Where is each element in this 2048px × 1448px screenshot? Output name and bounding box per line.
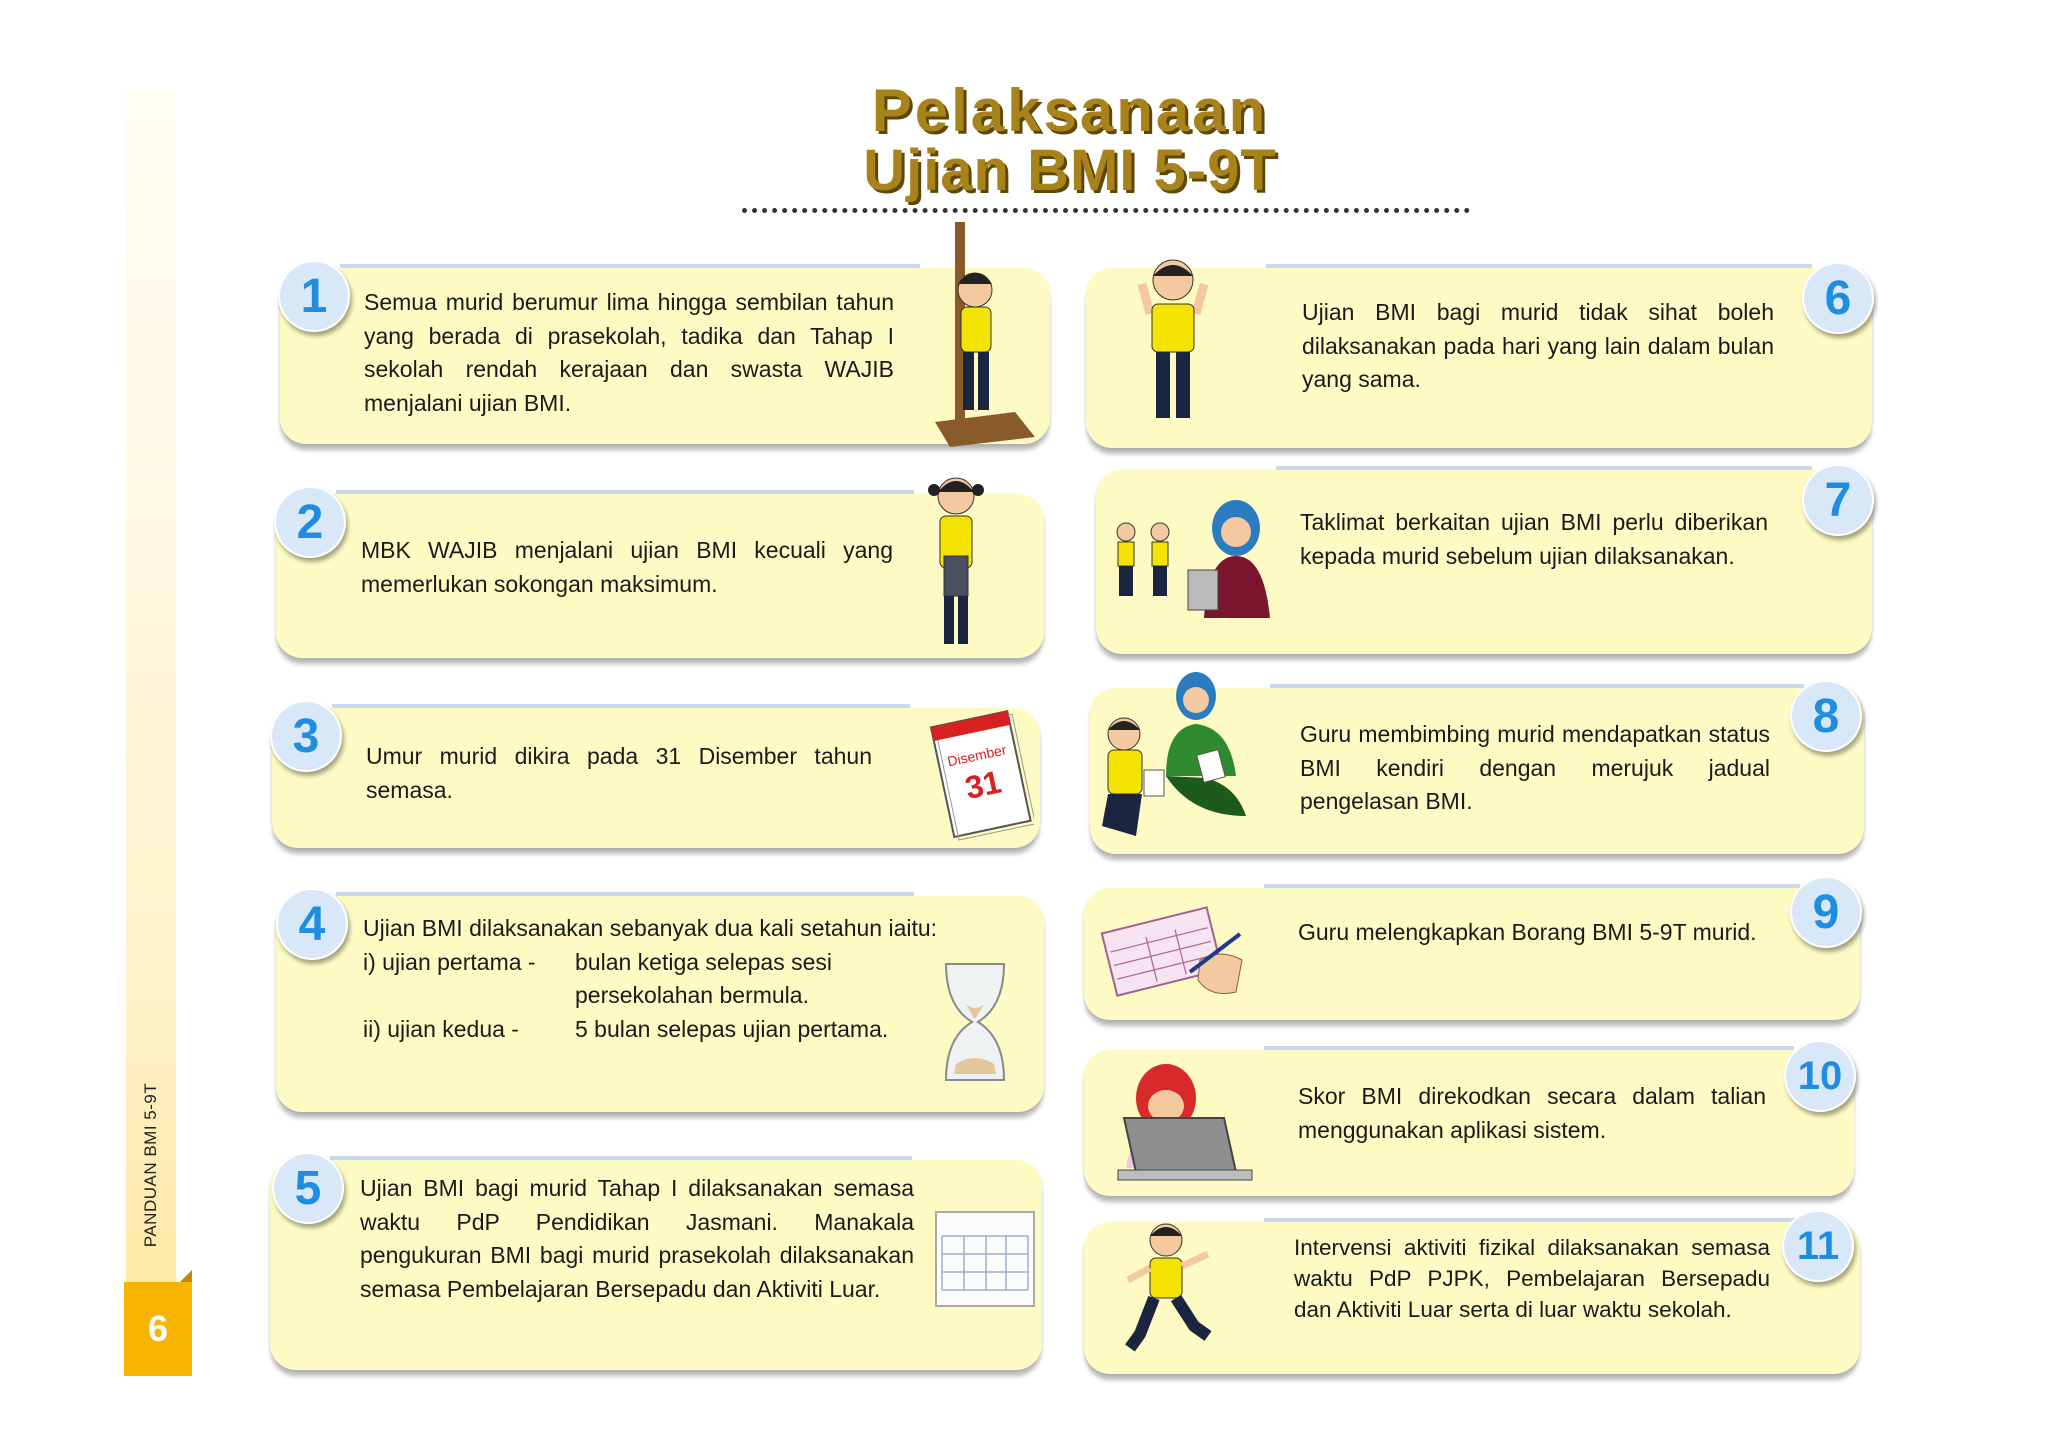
girl-illustration bbox=[916, 470, 996, 660]
step-4-row-2: ii) ujian kedua - 5 bulan selepas ujian pertama. bbox=[363, 1015, 889, 1042]
teacher-briefing-illustration bbox=[1112, 498, 1280, 618]
calendar-month: Disember bbox=[945, 741, 1008, 770]
step-text-10: Skor BMI direkodkan secara dalam talian menggunakan aplikasi sistem. bbox=[1298, 1083, 1766, 1143]
step-text-6: Ujian BMI bagi murid tidak sihat boleh dilaksanakan pada hari yang lain dalam bulan yang sama. bbox=[1302, 299, 1774, 392]
title-line-2: Ujian BMI 5-9T bbox=[863, 138, 1277, 204]
step-badge-4: 4 bbox=[276, 888, 348, 960]
child-height-scale-illustration bbox=[925, 222, 1045, 450]
step-badge-5: 5 bbox=[272, 1152, 344, 1224]
page-title bbox=[790, 77, 1350, 204]
page-number: 6 bbox=[124, 1282, 192, 1376]
step-badge-9: 9 bbox=[1790, 876, 1862, 948]
title-line-1: Pelaksanaan bbox=[871, 77, 1269, 144]
step-badge-11: 11 bbox=[1782, 1210, 1854, 1282]
step-badge-8: 8 bbox=[1790, 680, 1862, 752]
laptop-user-illustration bbox=[1106, 1058, 1254, 1184]
step-badge-2: 2 bbox=[274, 486, 346, 558]
calendar-day: 31 bbox=[961, 763, 1005, 807]
step-text-4 bbox=[363, 912, 945, 1046]
table-sheet-illustration bbox=[934, 1210, 1036, 1310]
step-text-8: Guru membimbing murid mendapatkan status BMI kendiri dengan merujuk jadual pengelasan BMI. bbox=[1300, 721, 1770, 814]
step-4-row-1: i) ujian pertama - bulan ketiga selepas sesi bbox=[363, 948, 832, 975]
side-label: PANDUAN BMI 5-9T bbox=[141, 1082, 160, 1248]
hourglass-icon bbox=[940, 960, 1010, 1084]
running-child-illustration bbox=[1120, 1218, 1220, 1364]
title-divider bbox=[742, 208, 1470, 213]
step-text-5: Ujian BMI bagi murid Tahap I dilaksanakan semasa waktu PdP Pendidikan Jasmani. Manakala pengukuran BMI bagi murid prasekolah dilaksanakan semasa Pembelajaran Bersepadu dan Aktiviti Luar. bbox=[360, 1175, 914, 1302]
step-badge-10: 10 bbox=[1784, 1040, 1856, 1112]
step-text-3: Umur murid dikira pada 31 Disember tahun semasa. bbox=[366, 743, 872, 803]
calendar-illustration bbox=[928, 700, 1034, 850]
step-text-1: Semua murid berumur lima hingga sembilan tahun yang berada di prasekolah, tadika dan Tahap I sekolah rendah kerajaan dan swasta WAJIB menjalani ujian BMI. bbox=[364, 289, 894, 416]
step-badge-7: 7 bbox=[1802, 464, 1874, 536]
step-badge-6: 6 bbox=[1802, 262, 1874, 334]
step-text-11: Intervensi aktiviti fizikal dilaksanakan semasa waktu PdP PJPK, Pembelajaran Bersepadu dan Aktiviti Luar serta di luar waktu sekolah. bbox=[1294, 1235, 1770, 1322]
teacher-guiding-student-illustration bbox=[1096, 666, 1266, 846]
step-text-7: Taklimat berkaitan ujian BMI perlu diberikan kepada murid sebelum ujian dilaksanakan. bbox=[1300, 509, 1768, 569]
step-badge-3: 3 bbox=[270, 700, 342, 772]
sick-child-illustration bbox=[1128, 254, 1218, 434]
step-text-2: MBK WAJIB menjalani ujian BMI kecuali yang memerlukan sokongan maksimum. bbox=[361, 537, 893, 597]
step-badge-1: 1 bbox=[278, 260, 350, 332]
step-4-intro: Ujian BMI dilaksanakan sebanyak dua kali setahun iaitu: bbox=[363, 915, 938, 941]
step-text-9: Guru melengkapkan Borang BMI 5-9T murid. bbox=[1298, 919, 1757, 945]
step-4-row-1-cont: persekolahan bermula. bbox=[575, 982, 809, 1008]
form-writing-illustration bbox=[1100, 900, 1246, 1004]
